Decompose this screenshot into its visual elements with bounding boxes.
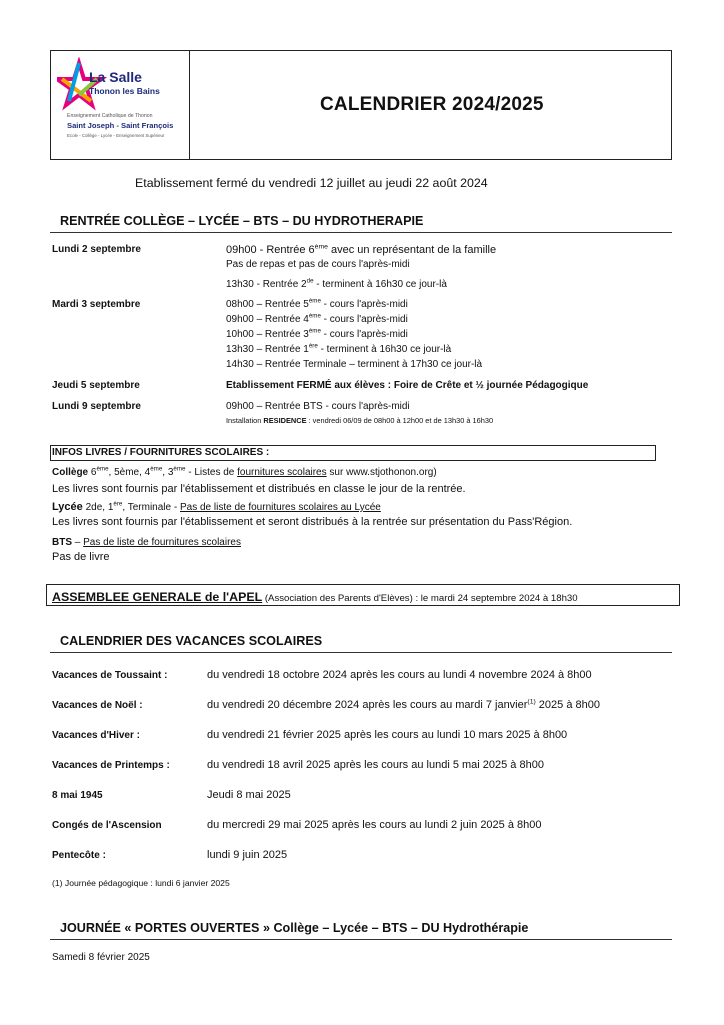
ascension-text: du mercredi 29 mai 2025 après les cours au lundi 2 juin 2025 à 8h00: [207, 819, 542, 831]
toussaint-text: du vendredi 18 octobre 2024 après les cours au lundi 4 novembre 2024 à 8h00: [207, 669, 592, 681]
closure-notice: Etablissement fermé du vendredi 12 juillet au jeudi 22 août 2024: [135, 176, 488, 190]
mai8-label: 8 mai 1945: [52, 790, 103, 801]
lundi2-line2: Pas de repas et pas de cours l'après-midi: [226, 259, 410, 270]
header-divider: [189, 51, 190, 159]
rentree-rule: [50, 232, 672, 233]
logo-name: La Salle: [89, 69, 142, 85]
bts-line: BTS – Pas de liste de fournitures scolaires: [52, 537, 241, 548]
bts-books: Pas de livre: [52, 551, 110, 563]
lundi2-line1: 09h00 - Rentrée 6ème avec un représentant de la famille: [226, 243, 497, 256]
hiver-text: du vendredi 21 février 2025 après les cours au lundi 10 mars 2025 à 8h00: [207, 729, 568, 741]
ascension-label: Congés de l'Ascension: [52, 820, 162, 831]
logo-tagline: Enseignement Catholique de Thonon: [67, 113, 153, 119]
apel-line: ASSEMBLEE GENERALE de l'APEL (Association des Parents d'Elèves) : le mardi 24 septembre 2024 à 18h30: [52, 590, 578, 604]
logo-city: Thonon les Bains: [89, 86, 160, 96]
printemps-text: du vendredi 18 avril 2025 après les cours au lundi 5 mai 2025 à 8h00: [207, 759, 544, 771]
lundi9-line1: 09h00 – Rentrée BTS - cours l'après-midi: [226, 401, 410, 412]
hiver-label: Vacances d'Hiver :: [52, 730, 140, 741]
infos-title: INFOS LIVRES / FOURNITURES SCOLAIRES :: [52, 447, 270, 458]
portes-date: Samedi 8 février 2025: [52, 952, 150, 963]
lycee-books: Les livres sont fournis par l'établissement et seront distribués à la rentrée sur présentation du Pass'Région.: [52, 516, 573, 528]
noel-label: Vacances de Noël :: [52, 700, 143, 711]
jeudi5-day: Jeudi 5 septembre: [52, 380, 140, 391]
document-title: CALENDRIER 2024/2025: [320, 94, 544, 115]
college-books: Les livres sont fournis par l'établissement et distribués en classe le jour de la rentrée.: [52, 483, 466, 495]
pentecote-text: lundi 9 juin 2025: [207, 849, 288, 861]
lundi9-day: Lundi 9 septembre: [52, 401, 141, 412]
mardi3-line1: 08h00 – Rentrée 5ème - cours l'après-midi: [226, 297, 408, 310]
mardi3-line4: 13h30 – Rentrée 1ère - terminent à 16h30 ce jour-là: [226, 342, 452, 355]
mai8-text: Jeudi 8 mai 2025: [207, 789, 291, 801]
portes-title: JOURNÉE « PORTES OUVERTES » Collège – Lycée – BTS – DU Hydrothérapie: [60, 921, 529, 935]
bts-supplies-link[interactable]: Pas de liste de fournitures scolaires: [83, 537, 241, 548]
toussaint-label: Vacances de Toussaint :: [52, 670, 168, 681]
jeudi5-text: Etablissement FERMÉ aux élèves : Foire de Crête et ½ journée Pédagogique: [226, 380, 589, 391]
lundi2-day: Lundi 2 septembre: [52, 244, 141, 255]
school-logo: [57, 57, 183, 153]
college-supplies-link[interactable]: fournitures scolaires: [237, 467, 327, 478]
mardi3-line3: 10h00 – Rentrée 3ème - cours l'après-midi: [226, 327, 408, 340]
portes-rule: [50, 939, 672, 940]
logo-schools: Saint Joseph - Saint François: [67, 121, 174, 130]
noel-text: du vendredi 20 décembre 2024 après les cours au mardi 7 janvier$^{(1)}$ 2025 à 8h00: [207, 698, 600, 711]
lycee-line: Lycée 2de, 1ère, Terminale - Pas de liste de fournitures scolaires au Lycée: [52, 500, 381, 513]
lundi2-line3: 13h30 - Rentrée 2de - terminent à 16h30 ce jour-là: [226, 277, 447, 290]
mardi3-line2: 09h00 – Rentrée 4ème - cours l'après-midi: [226, 312, 408, 325]
mardi3-line5: 14h30 – Rentrée Terminale – terminent à 17h30 ce jour-là: [226, 359, 483, 370]
mardi3-day: Mardi 3 septembre: [52, 299, 141, 310]
rentree-title: RENTRÉE COLLÈGE – LYCÉE – BTS – DU HYDROTHERAPIE: [60, 214, 424, 228]
vacances-title: CALENDRIER DES VACANCES SCOLAIRES: [60, 634, 323, 648]
pentecote-label: Pentecôte :: [52, 850, 106, 861]
vacances-footnote: (1) Journée pédagogique : lundi 6 janvier 2025: [52, 878, 230, 888]
lycee-supplies-link[interactable]: Pas de liste de fournitures scolaires au Lycée: [179, 502, 381, 513]
vacances-rule: [50, 652, 672, 653]
logo-levels: Ecole - Collège - Lycée - Enseignement Supérieur: [67, 133, 165, 138]
college-line: Collège 6ème, 5ème, 4ème, 3ème - Listes de fournitures scolaires sur www.stjothonon.org): [52, 465, 437, 478]
printemps-label: Vacances de Printemps :: [52, 760, 170, 771]
lundi9-line2: Installation RESIDENCE : vendredi 06/09 de 08h00 à 12h00 et de 13h30 à 16h30: [226, 416, 494, 425]
